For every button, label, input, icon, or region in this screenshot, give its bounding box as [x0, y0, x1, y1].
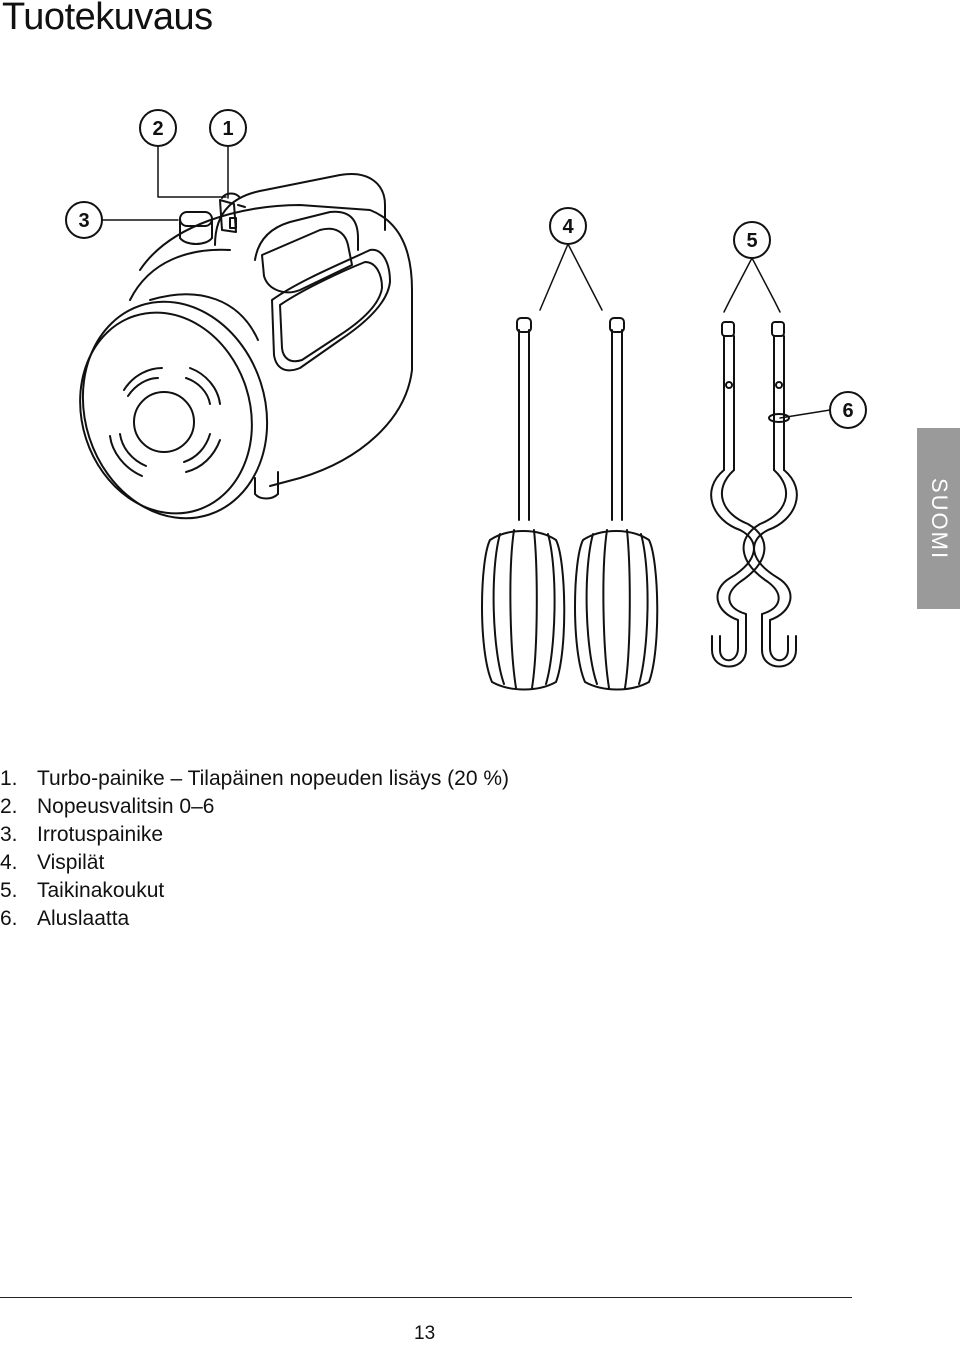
list-item: 1. Turbo-painike – Tilapäinen nopeuden lisäys (20 %): [0, 767, 510, 790]
page-title: Tuotekuvaus: [2, 0, 213, 38]
callout-2: 2: [152, 118, 164, 140]
footer-divider: [0, 1297, 852, 1298]
list-item: 6. Aluslaatta: [0, 907, 130, 930]
callout-1: 1: [222, 118, 234, 140]
list-item: 4. Vispilät: [0, 851, 105, 874]
mixer-illustration: [55, 174, 412, 542]
list-item: 2. Nopeusvalitsin 0–6: [0, 795, 215, 818]
parts-list: [0, 765, 509, 933]
callout-5: 5: [746, 230, 758, 252]
list-item: 3. Irrotuspainike: [0, 823, 164, 846]
list-item: 5. Taikinakoukut: [0, 879, 165, 902]
beater-illustration: [482, 318, 657, 690]
callout-3: 3: [78, 210, 90, 232]
language-tab-label: SUOMI: [926, 477, 952, 560]
dough-hook-illustration: [711, 322, 797, 667]
page-number: 13: [414, 1323, 436, 1344]
callout-6: 6: [842, 400, 854, 422]
callout-4: 4: [562, 216, 574, 238]
